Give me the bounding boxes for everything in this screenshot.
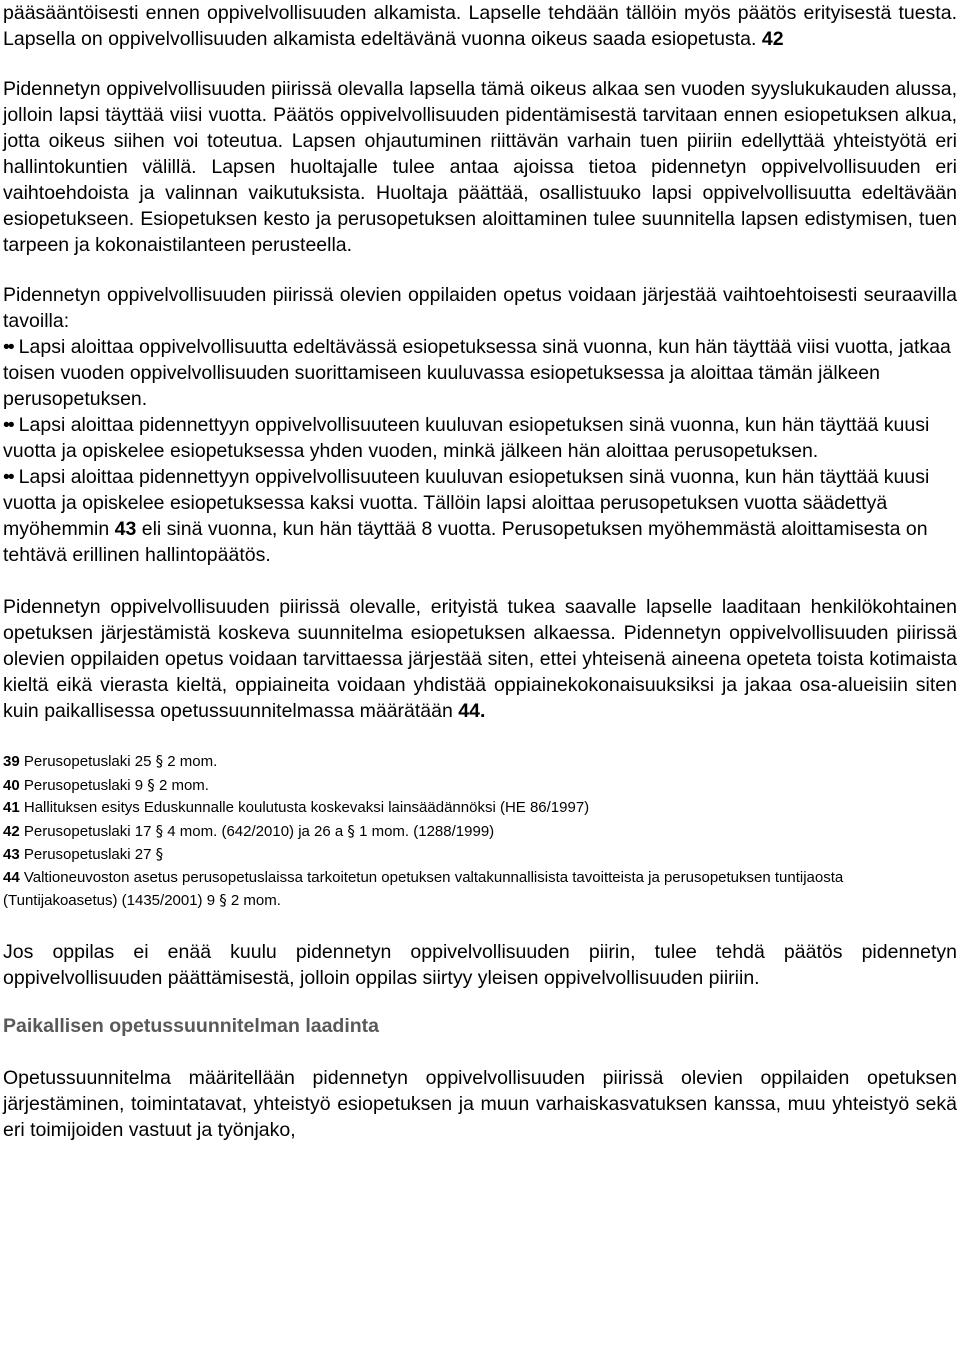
list-item-text: Lapsi aloittaa pidennettyyn oppivelvollisuuteen kuuluvan esiopetuksen sinä vuonna, kun hän täyttää kuusi vuotta ja opiskelee esiopetuksessa kaksi vuotta. Tällöin lapsi aloittaa perusopetuksen vuotta säädettyä myöhemmin (3, 466, 930, 540)
footnote-42: 42 Perusopetuslaki 17 § 4 mom. (642/2010) ja 26 a § 1 mom. (1288/1999) (3, 821, 495, 840)
list-item-option-2 (3, 412, 957, 464)
paragraph-curriculum: Opetussuunnitelma määritellään pidennetyn oppivelvollisuuden piirissä olevien oppilaiden opetuksen järjestäminen, toimintatavat, yhteistyö esiopetuksen ja muun varhaiskasvatuksen kanssa, muu yhteistyö sekä eri toimijoiden vastuut ja työnjako, (3, 1066, 957, 1141)
bullet-icon: •• (3, 466, 13, 488)
list-item-text: Lapsi aloittaa oppivelvollisuutta edeltävässä esiopetuksessa sinä vuonna, kun hän täyttää viisi vuotta, jatkaa toisen vuoden oppivelvollisuuden suorittamiseen kuuluvassa esiopetuksessa ja aloittaa tämän jälkeen perusopetuksen. (3, 336, 951, 410)
section-heading: Paikallisen opetussuunnitelman laadinta (3, 1014, 380, 1037)
list-item-text: eli sinä vuonna, kun hän täyttää 8 vuotta. Perusopetuksen myöhemmästä aloittamisesta on tehtävä erillinen hallintopäätös. (3, 518, 928, 566)
footnote-44: 44 Valtioneuvoston asetus perusopetuslaissa tarkoitetun opetuksen valtakunnallisista tavoitteista ja perusopetuksen tuntijaosta (Tuntijakoasetus) (1435/2001) 9 § 2 mom. (3, 868, 844, 909)
footnote-ref-44: 44. (458, 700, 486, 722)
footnote-39: 39 Perusopetuslaki 25 § 2 mom. (3, 752, 218, 770)
section-sign: § (147, 775, 155, 794)
footnotes (3, 750, 957, 913)
footnote-ref-43: 43 (114, 518, 137, 540)
footnote-43: 43 Perusopetuslaki 27 § (3, 845, 164, 863)
paragraph-individual-plan-text: Pidennetyn oppivelvollisuuden piirissä olevalle, erityistä tukea saavalle lapselle laaditaan henkilökohtainen opetuksen järjestämistä koskeva suunnitelma esiopetuksen alkaessa. Pidennetyn oppivelvollisuuden piirissä olevien oppilaiden opetus voidaan tarvittaessa järjestää siten, ettei yhteisenä aineena opeteta toista kotimaista kieltä eikä vierasta kieltä, oppiaineita voidaan yhdistää oppiainekokonaisuuksiksi ja jakaa osa-alueisiin siten kuin paikallisessa opetussuunnitelmassa määrätään (3, 596, 957, 722)
bullet-icon: •• (3, 414, 13, 436)
list-item-option-1 (3, 334, 957, 412)
paragraph-extended-compulsory: Pidennetyn oppivelvollisuuden piirissä olevalla lapsella tämä oikeus alkaa sen vuoden syyslukukauden alussa, jolloin lapsi täyttää viisi vuotta. Päätös oppivelvollisuuden pidentämisestä tarvitaan ennen esiopetuksen alkua, jotta oikeus siihen voi toteutua. Lapsen ohjautuminen riittävän varhain tuen piiriin edellyttää yhteistyötä eri hallintokuntien välillä. Lapsen huoltajalle tulee antaa ajoissa tietoa pidennetyn oppivelvollisuuden eri vaihtoehdoista ja valinnan vaikutuksista. Huoltaja päättää, osallistuuko lapsi oppivelvollisuutta edeltävään esiopetukseen. Esiopetuksen kesto ja perusopetuksen aloittaminen tulee suunnitella lapsen edistymisen, tuen tarpeen ja kokonaistilanteen perusteella. (3, 78, 957, 256)
section-sign: § (155, 752, 164, 770)
footnote-41: 41 Hallituksen esitys Eduskunnalle koulutusta koskevaksi lainsäädännöksi (HE 86/1997) (3, 799, 590, 816)
list-item-option-3 (3, 464, 957, 568)
section-sign: § (347, 821, 355, 840)
section-sign: § (219, 891, 227, 909)
list-item-text: Lapsi aloittaa pidennettyyn oppivelvollisuuteen kuuluvan esiopetuksen sinä vuonna, kun hän täyttää kuusi vuotta ja opiskelee esiopetuksessa yhden vuoden, minkä jälkeen hän aloittaa perusopetuksen. (3, 414, 930, 462)
footnote-40: 40 Perusopetuslaki 9 § 2 mom. (3, 775, 209, 794)
paragraph-individual-plan (3, 594, 957, 724)
paragraph-intro (3, 0, 957, 52)
paragraph-arrangement-intro: Pidennetyn oppivelvollisuuden piirissä olevien oppilaiden opetus voidaan järjestää vaihtoehtoisesti seuraavilla tavoilla: (3, 284, 957, 332)
paragraph-intro-text: pääsääntöisesti ennen oppivelvollisuuden alkamista. Lapselle tehdään tällöin myös päätös erityisestä tuesta. Lapsella on oppivelvollisuuden alkamista edeltävänä vuonna oikeus saada esiopetusta. (3, 2, 957, 50)
footnote-ref-42: 42 (761, 28, 784, 50)
paragraph-ending-extended: Jos oppilas ei enää kuulu pidennetyn oppivelvollisuuden piirin, tulee tehdä päätös pidennetyn oppivelvollisuuden päättämisestä, jolloin oppilas siirtyy yleisen oppivelvollisuuden piiriin. (3, 940, 957, 989)
section-sign: § (155, 845, 164, 863)
bullet-icon: •• (3, 336, 13, 358)
section-sign: § (155, 821, 164, 840)
